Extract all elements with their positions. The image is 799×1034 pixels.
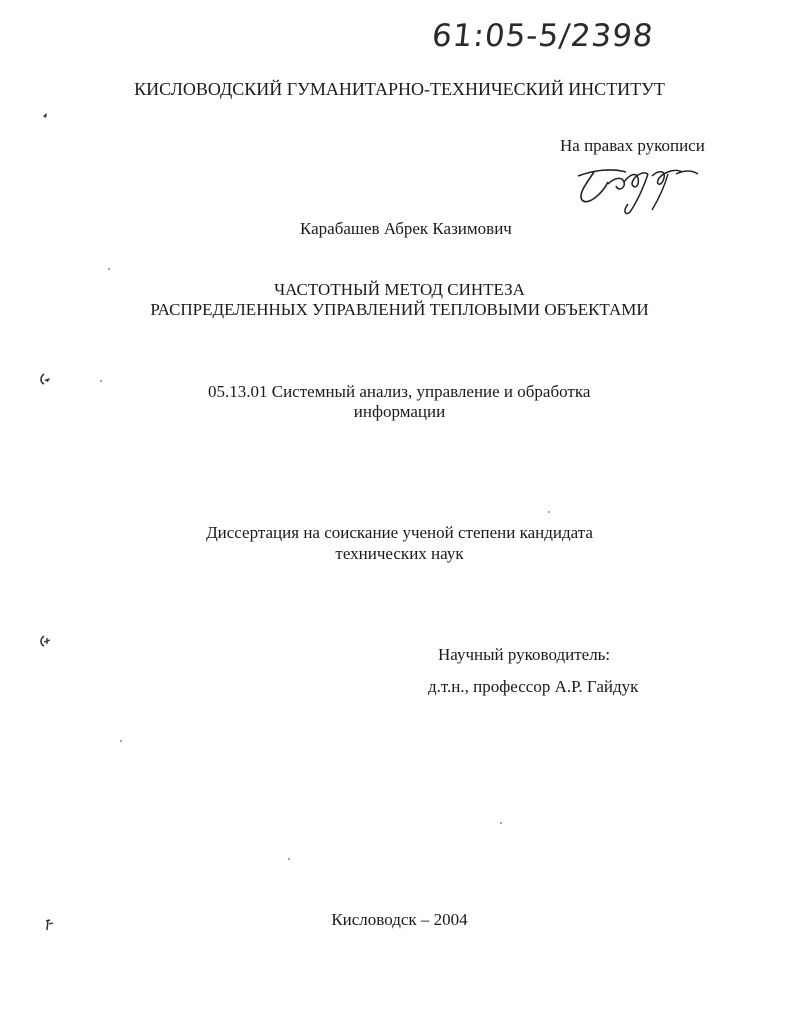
manuscript-rights-note: На правах рукописи <box>560 136 705 155</box>
binding-mark-icon <box>40 108 54 122</box>
scan-speck <box>100 380 102 382</box>
scan-speck <box>120 740 122 742</box>
supervisor-label: Научный руководитель: <box>438 645 611 664</box>
author-name: Карабашев Абрек Казимович <box>300 219 512 238</box>
binding-mark-icon <box>42 918 56 932</box>
supervisor-name: д.т.н., профессор А.Р. Гайдук <box>428 677 639 696</box>
specialty-line-2: информации <box>353 402 446 421</box>
degree-line-2: технических наук <box>335 544 464 563</box>
signature-image <box>572 160 702 218</box>
scan-speck <box>500 822 502 824</box>
title-line-1: ЧАСТОТНЫЙ МЕТОД СИНТЕЗА <box>274 280 525 299</box>
binding-mark-icon <box>38 372 52 386</box>
scan-speck <box>288 858 290 860</box>
institute-name: КИСЛОВОДСКИЙ ГУМАНИТАРНО-ТЕХНИЧЕСКИЙ ИНСТИТУТ <box>134 79 665 99</box>
archive-code-handwritten: 61:05-5/2398 <box>430 18 656 54</box>
degree-line-1: Диссертация на соискание ученой степени кандидата <box>206 523 593 542</box>
place-and-year: Кисловодск – 2004 <box>331 910 468 929</box>
title-line-2: РАСПРЕДЕЛЕННЫХ УПРАВЛЕНИЙ ТЕПЛОВЫМИ ОБЪЕКТАМИ <box>150 300 649 319</box>
scan-speck <box>548 511 550 513</box>
binding-mark-icon <box>38 634 52 648</box>
scan-speck <box>108 268 110 270</box>
specialty-line-1: 05.13.01 Системный анализ, управление и обработка <box>208 382 591 401</box>
